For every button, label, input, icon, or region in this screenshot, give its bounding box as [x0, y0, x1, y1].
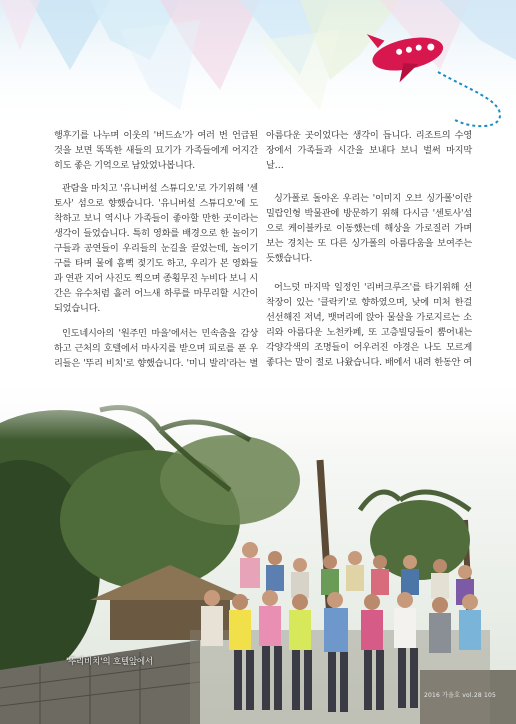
photo-caption: '뚜리비치'의 호텔앞에서	[66, 657, 153, 667]
left-paragraph-1: 행후기를 나누며 이웃의 '버드쇼'가 여러 번 언급된 것을 보면 똑똑한 새들의 묘기가 가족들에게 어지간히도 좋은 기억으로 남았었나봅니다.	[54, 130, 258, 171]
right-paragraph-3: 어느덧 마지막 일정인 '리버크루즈'를 타기위해 선착장이 있는 '클락키'로 향하였으며, 낮에 미처 한걸 선선해진 저녁, 뱃머리에 앉아 물살을 가로지르는 소리와 아름다운 노천카페, 또 고층빌딩들이 뿜어내는 각양각색의 조명들이 어우러진 야경은 나도 모르게 좋다는 말이 절로 나왔습니다. 배에서 내려 한동안 여	[266, 282, 472, 368]
left-paragraph-3: 인도네시아의 '원주민 마을'에서는 민속춤을 감상하고 근처의 호텔에서 마사지를 받으며 피로를 푼 우리들은 '뚜리 비치'로 향했습니다. '미니 발리'라는 별	[54, 328, 258, 369]
right-paragraph-2: 싱가폴로 돌아온 우리는 '이미지 오브 싱가폴'이란 밀랍인형 박물관에 방문하기 위해 다시금 '센토사'섬으로 케이블카로 이동했는데 해상을 가로질러 가며 보는 경치는 또 다른 싱가폴의 아름다움을 보여주는 듯했습니다.	[266, 193, 472, 264]
right-paragraph-1: 아름다운 곳이었다는 생각이 듭니다. 리조트의 수영장에서 가족들과 시간을 보내다 보니 벌써 마지막 날…	[266, 130, 472, 171]
watercolor-banner	[0, 0, 516, 130]
page-footer: 2016 가을호 vol.28 105	[424, 692, 497, 699]
left-paragraph-2: 관람을 마치고 '유니버설 스튜디오'로 가기위해 '센토사' 섬으로 향했습니다. '유니버설 스튜디오'에 도착하고 보니 역시나 가족들이 좋아할 만한 곳이라는 생각이 들었습니다. 특히 영화를 배경으로 한 놀이기구들과 공연들이 우리들의 눈길을 끌었는데, 놀이기구를 타며 물에 흠뻑 젖기도 하고, 우리가 본 영화들과 연관 지어 사진도 찍으며 종횡무진 누비다 보니 시간은 유수처럼 흘러 어느새 하루를 마무리할 시간이 되었습니다.	[54, 183, 258, 314]
group-photo	[0, 370, 516, 724]
right-text-column	[266, 128, 472, 385]
